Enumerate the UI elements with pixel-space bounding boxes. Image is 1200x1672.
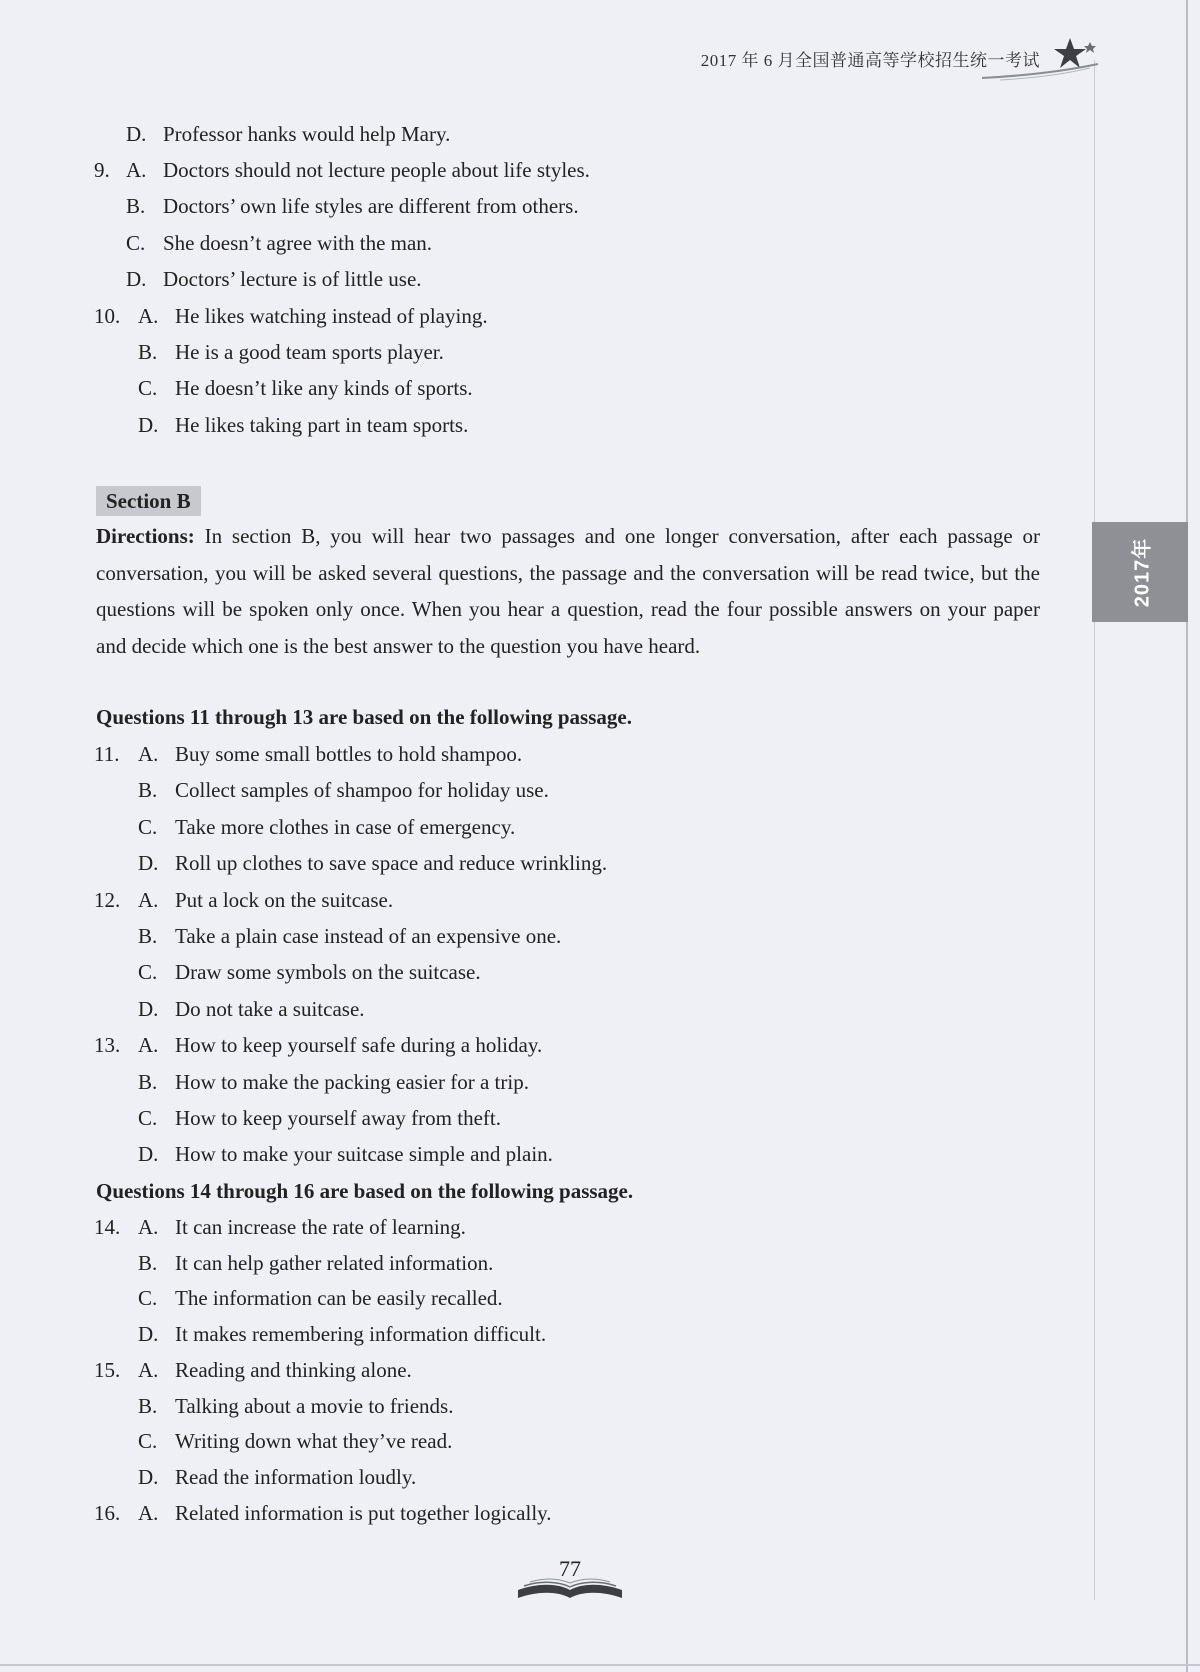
option-letter: C.	[138, 814, 158, 839]
option-text: Related information is put together logically.	[175, 1500, 552, 1525]
option-letter: D.	[138, 1322, 159, 1347]
option-text: Doctors should not lecture people about life styles.	[163, 158, 590, 182]
option-text: Roll up clothes to save space and reduce wrinkling.	[175, 851, 608, 876]
option-letter: A.	[126, 158, 147, 182]
question-number: 13.	[94, 1033, 121, 1058]
swoosh-decoration	[980, 62, 1100, 82]
option-text: Writing down what they’ve read.	[175, 1429, 453, 1454]
directions-text: In section B, you will hear two passages and one longer conversation, after each passage or conversation, you will be asked several questions, the passage and the conversation will be read twice, but the questions will be spoken only once. When you hear a question, read the four possible answers on your paper and decide which one is the best answer to the question you have heard.	[96, 524, 1041, 658]
option-letter: A.	[138, 303, 159, 328]
option-text: He likes taking part in team sports.	[175, 412, 469, 437]
option-letter: A.	[138, 1500, 159, 1525]
option-text: Collect samples of shampoo for holiday use.	[175, 778, 549, 803]
option-text: Talking about a movie to friends.	[175, 1393, 454, 1418]
option-letter: C.	[138, 960, 158, 985]
question-number: 11.	[94, 742, 120, 766]
option-letter: A.	[138, 1033, 159, 1058]
option-text: He is a good team sports player.	[175, 340, 444, 364]
option-letter: A.	[138, 1215, 159, 1239]
option-text: The information can be easily recalled.	[175, 1286, 503, 1311]
option-letter: A.	[138, 887, 159, 912]
margin-rule	[1094, 60, 1095, 1600]
option-text: It can help gather related information.	[175, 1250, 494, 1275]
question-number: 16.	[94, 1500, 121, 1525]
directions-colon: :	[187, 524, 195, 548]
option-text: Put a lock on the suitcase.	[175, 887, 394, 912]
option-text: How to make the packing easier for a trip.	[175, 1069, 529, 1094]
option-letter: D.	[138, 851, 159, 876]
option-text: Buy some small bottles to hold shampoo.	[175, 742, 523, 766]
option-text: Doctors’ own life styles are different from others.	[163, 194, 579, 219]
option-letter: B.	[138, 1393, 158, 1418]
option-text: Doctors’ lecture is of little use.	[163, 267, 422, 292]
option-letter: B.	[138, 924, 158, 948]
option-text: It can increase the rate of learning.	[175, 1215, 466, 1239]
option-letter: C.	[126, 230, 146, 255]
option-letter: B.	[138, 1250, 158, 1275]
option-letter: C.	[138, 1286, 158, 1311]
option-letter: D.	[138, 1464, 159, 1489]
option-text: She doesn’t agree with the man.	[163, 230, 433, 255]
option-letter: B.	[138, 1069, 158, 1094]
section-b-label: Section B	[96, 486, 201, 516]
passage-heading: Questions 14 through 16 are based on the following passage.	[96, 1179, 634, 1203]
option-letter: B.	[138, 340, 158, 364]
option-text: How to make your suitcase simple and plain.	[175, 1142, 553, 1167]
option-letter: D.	[138, 1142, 159, 1167]
option-letter: D.	[126, 122, 147, 146]
option-letter: D.	[138, 996, 159, 1021]
passage-heading: Questions 11 through 13 are based on the following passage.	[96, 705, 632, 729]
option-text: He doesn’t like any kinds of sports.	[175, 376, 473, 401]
option-text: He likes watching instead of playing.	[175, 303, 488, 328]
option-letter: C.	[138, 1106, 158, 1130]
option-text: Reading and thinking alone.	[175, 1357, 412, 1382]
page-bottom-edge	[0, 1664, 1200, 1666]
option-letter: D.	[126, 267, 147, 292]
page-edge	[1186, 0, 1188, 1672]
question-number: 15.	[94, 1357, 121, 1382]
question-number: 10.	[94, 303, 121, 328]
option-text: Draw some symbols on the suitcase.	[175, 960, 481, 985]
option-letter: D.	[138, 412, 159, 437]
option-text: Do not take a suitcase.	[175, 996, 365, 1021]
year-side-tab-label: 2017年	[1131, 537, 1154, 607]
page-number: 77	[559, 1556, 581, 1581]
directions-label: Directions	[96, 524, 188, 548]
option-letter: B.	[126, 194, 146, 219]
question-number: 14.	[94, 1215, 121, 1239]
option-text: Take more clothes in case of emergency.	[175, 814, 516, 839]
option-letter: A.	[138, 1357, 159, 1382]
option-letter: C.	[138, 1429, 158, 1454]
option-letter: C.	[138, 376, 158, 401]
option-text: It makes remembering information difficult.	[175, 1322, 547, 1347]
option-text: How to keep yourself safe during a holiday.	[175, 1033, 543, 1058]
question-number: 9.	[94, 158, 110, 182]
option-text: Professor hanks would help Mary.	[163, 122, 451, 146]
question-number: 12.	[94, 887, 121, 912]
option-text: Read the information loudly.	[175, 1464, 417, 1489]
running-header: 2017 年 6 月全国普通高等学校招生统一考试	[700, 51, 1040, 70]
directions-paragraph	[96, 518, 1040, 664]
option-letter: A.	[138, 742, 159, 766]
option-text: Take a plain case instead of an expensive one.	[175, 924, 562, 948]
year-side-tab	[1092, 522, 1188, 622]
option-text: How to keep yourself away from theft.	[175, 1106, 501, 1130]
option-letter: B.	[138, 778, 158, 803]
